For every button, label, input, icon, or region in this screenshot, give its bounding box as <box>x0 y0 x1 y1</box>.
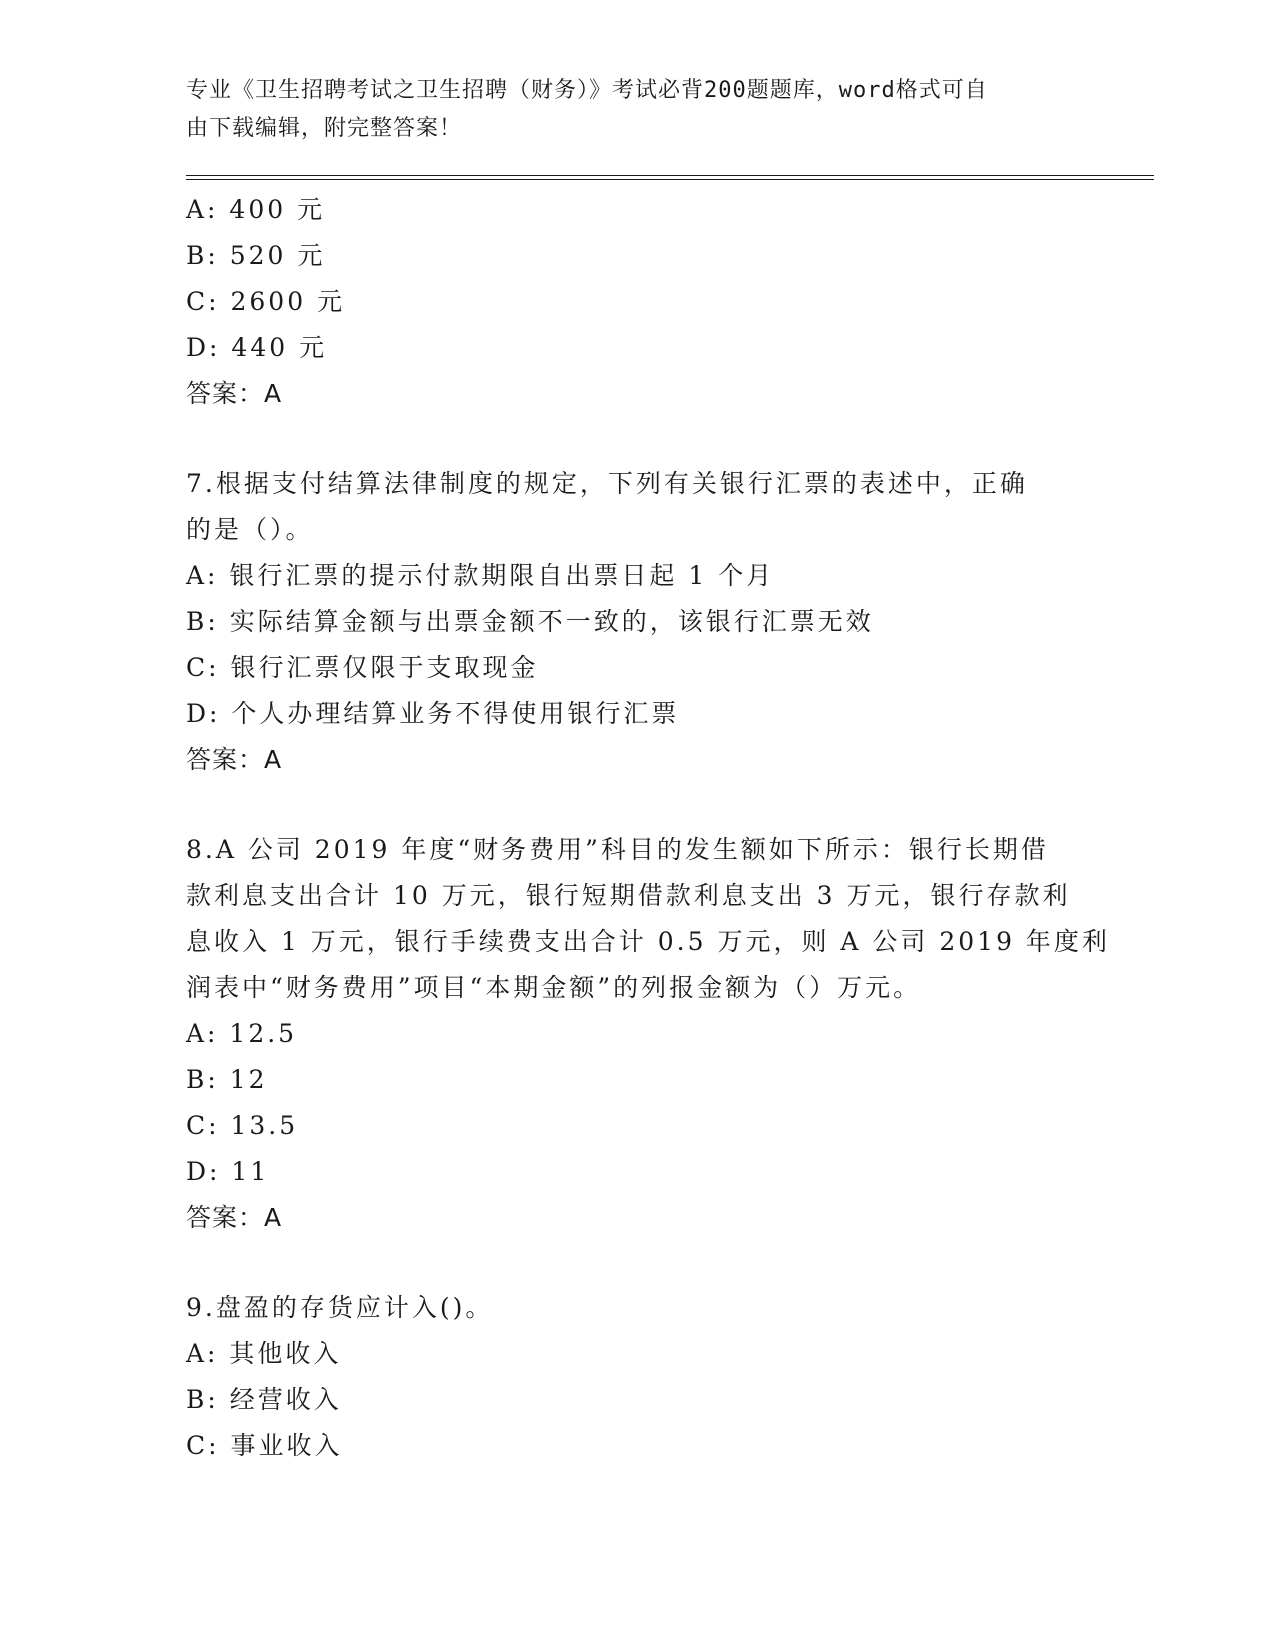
spacer <box>186 417 1086 461</box>
question-6 <box>186 187 1086 417</box>
answer-line: 答案：A <box>186 1203 283 1232</box>
option-b: B: 520 元 <box>186 241 326 270</box>
document-body <box>186 187 1110 1469</box>
answer-line: 答案：A <box>186 745 283 774</box>
option-d: D: 440 元 <box>186 333 328 362</box>
question-text-line: 息收入 1 万元，银行手续费支出合计 0.5 万元，则 A 公司 2019 年度利 <box>186 927 1110 956</box>
header-line-2: 由下载编辑，附完整答案！ <box>186 116 463 141</box>
question-text <box>186 461 1086 553</box>
question-9 <box>186 1285 1086 1469</box>
spacer <box>186 1241 1086 1285</box>
answer-line: 答案：A <box>186 379 283 408</box>
option-d: D: 11 <box>186 1157 270 1186</box>
option-c: C: 事业收入 <box>186 1431 343 1460</box>
header-double-rule <box>186 175 1154 180</box>
question-7 <box>186 461 1086 783</box>
question-text-line: 8.A 公司 2019 年度“财务费用”科目的发生额如下所示：银行长期借 <box>186 835 1049 864</box>
option-b: B: 经营收入 <box>186 1385 342 1414</box>
header-line-1: 专业《卫生招聘考试之卫生招聘（财务）》考试必背200题题库，word格式可自 <box>186 78 988 103</box>
question-text-line: 款利息支出合计 10 万元，银行短期借款利息支出 3 万元，银行存款利 <box>186 881 1071 910</box>
question-text-line: 7.根据支付结算法律制度的规定，下列有关银行汇票的表述中，正确 <box>186 469 1028 498</box>
question-text-line: 润表中“财务费用”项目“本期金额”的列报金额为（）万元。 <box>186 973 922 1002</box>
question-text-line: 的是（）。 <box>186 515 314 544</box>
option-a: A: 其他收入 <box>186 1339 342 1368</box>
spacer <box>186 783 1086 827</box>
option-b: B: 12 <box>186 1065 268 1094</box>
question-text-line: 9.盘盈的存货应计入()。 <box>186 1293 494 1322</box>
option-c: C: 银行汇票仅限于支取现金 <box>186 653 539 682</box>
option-a: A: 银行汇票的提示付款期限自出票日起 1 个月 <box>186 561 775 590</box>
option-a: A: 12.5 <box>186 1019 298 1048</box>
question-text <box>186 1285 1086 1331</box>
option-b: B: 实际结算金额与出票金额不一致的，该银行汇票无效 <box>186 607 874 636</box>
option-a: A: 400 元 <box>186 195 326 224</box>
option-d: D: 个人办理结算业务不得使用银行汇票 <box>186 699 680 728</box>
option-c: C: 13.5 <box>186 1111 299 1140</box>
question-text <box>186 827 1110 1011</box>
question-8 <box>186 827 1110 1241</box>
option-c: C: 2600 元 <box>186 287 346 316</box>
document-header <box>186 72 1066 148</box>
